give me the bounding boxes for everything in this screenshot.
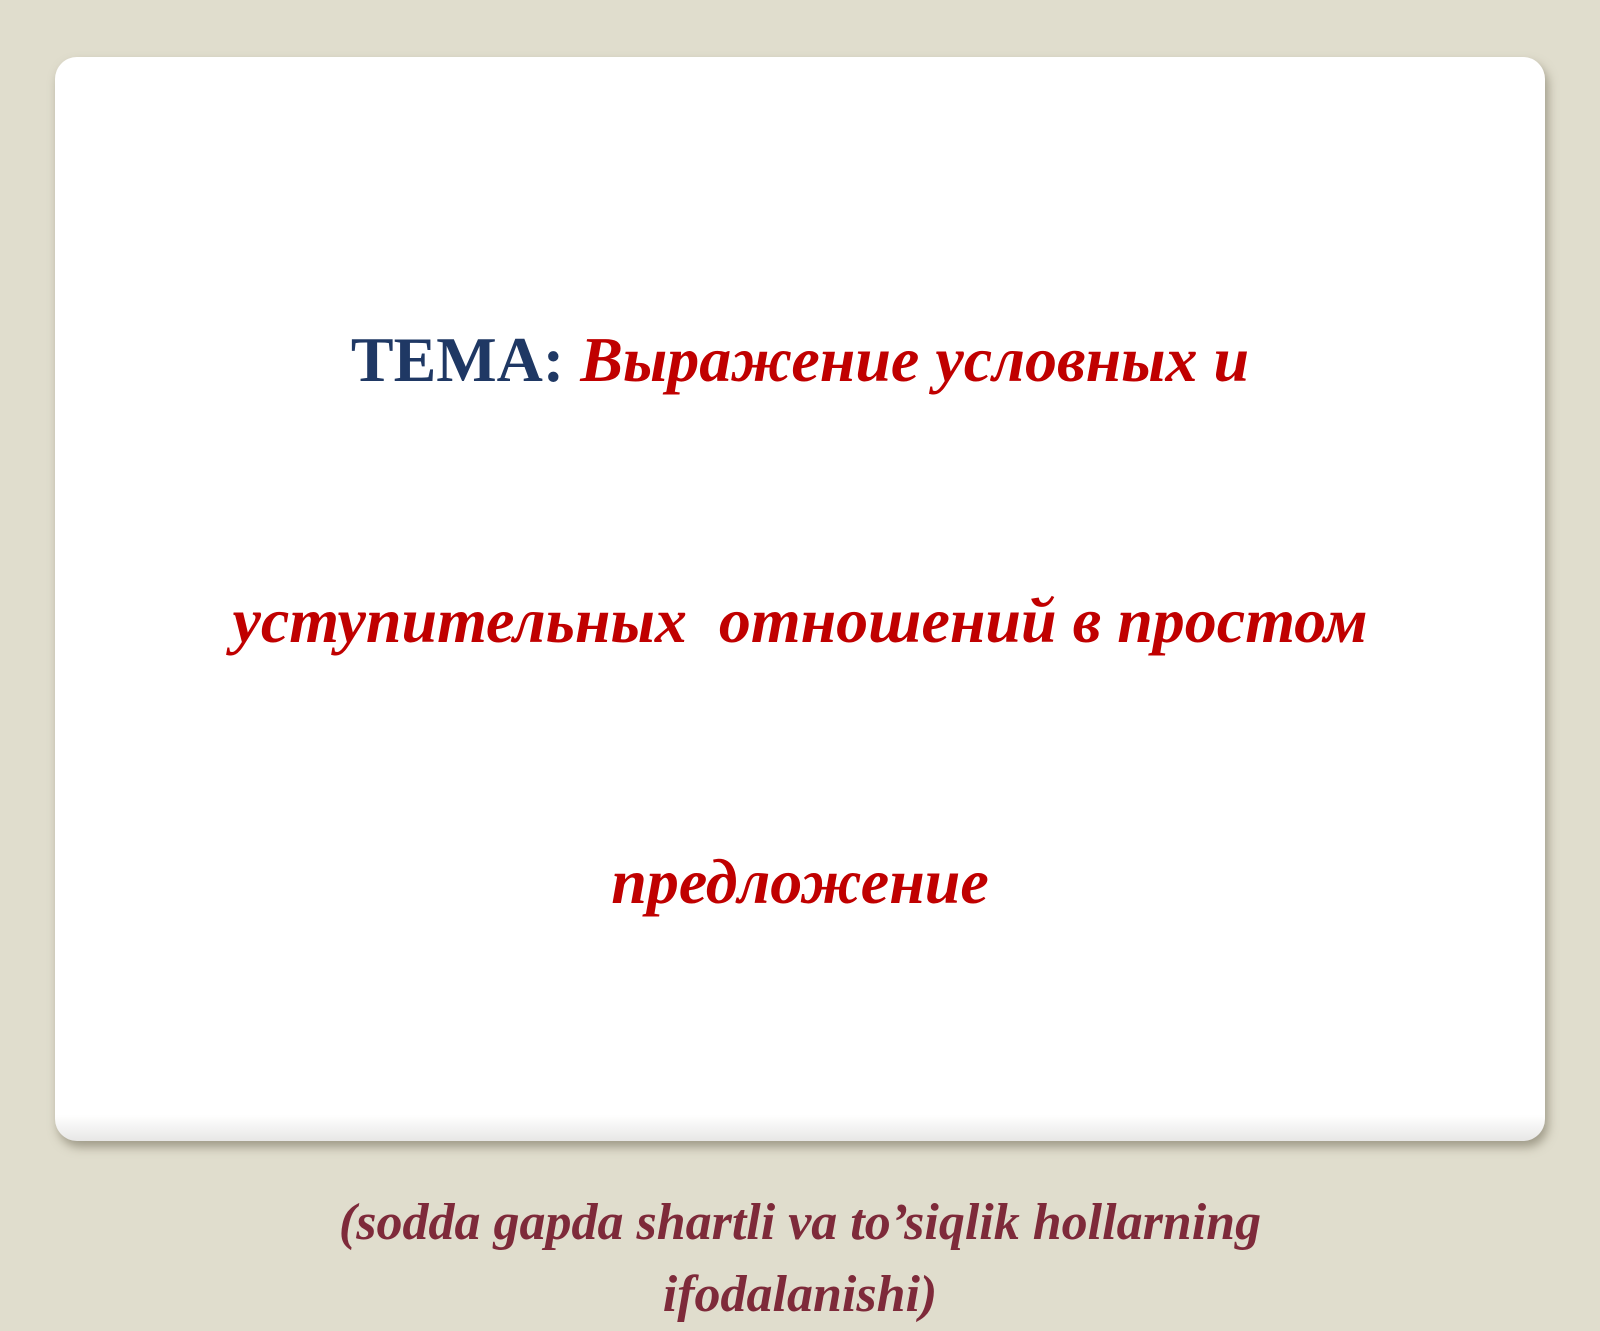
slide-title [115,142,1485,1099]
title-text-line-2: уступительных отношений в простом [232,585,1368,656]
title-label: ТЕМА: [350,324,581,395]
slide-card [55,57,1545,1323]
subtitle-line-2: ifodalanishi) [662,1266,938,1323]
slide-subtitle [115,1187,1485,1331]
title-text-line-1: Выражение условных и [580,324,1250,395]
title-text-line-3: предложение [611,846,989,917]
title-line-1 [115,316,1485,403]
subtitle-line-1: (sodda gapda shartli va to’siqlik hollarning [338,1194,1262,1251]
